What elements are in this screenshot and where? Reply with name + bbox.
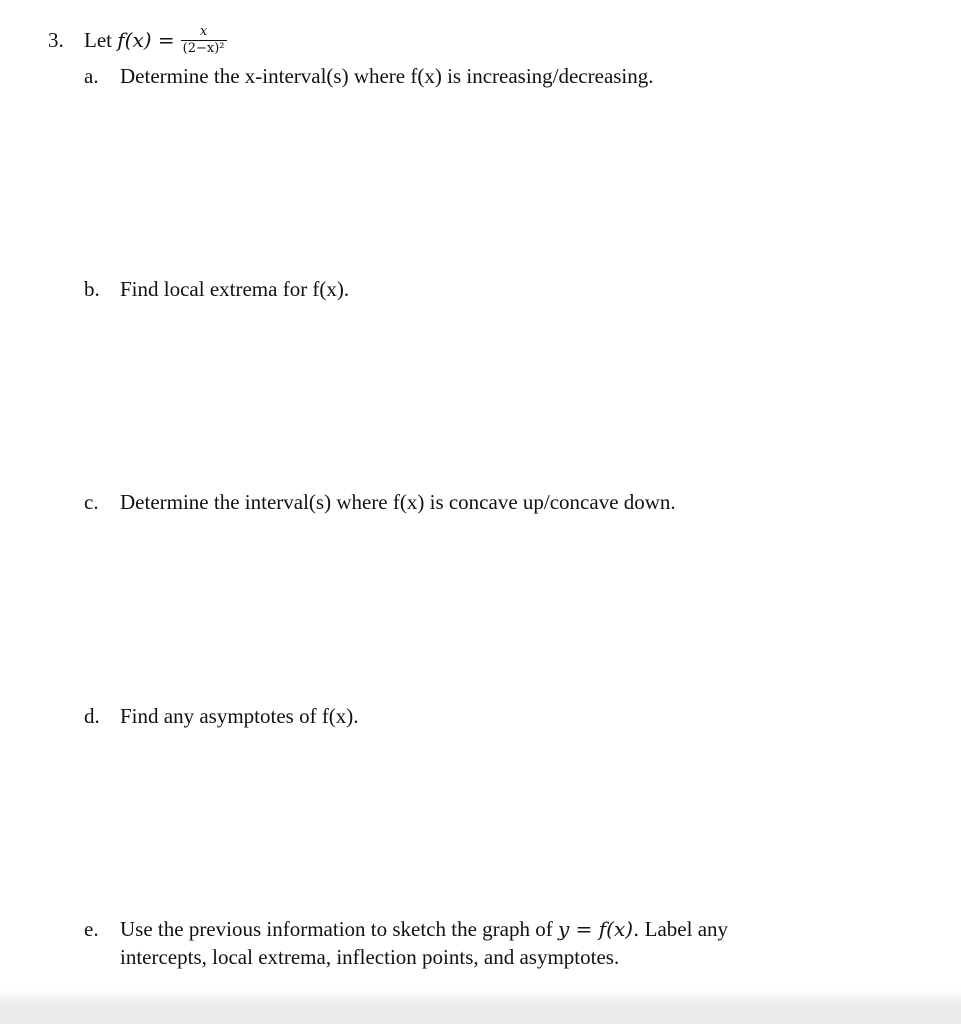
fraction-numerator: x bbox=[199, 23, 208, 39]
part-d bbox=[84, 702, 359, 730]
part-c-label: c. bbox=[84, 490, 99, 514]
part-e-text-1: Use the previous information to sketch the graph of bbox=[120, 917, 553, 941]
fraction-denominator: (2−x)² bbox=[182, 40, 225, 56]
part-d-label: d. bbox=[84, 704, 100, 728]
function-fraction bbox=[181, 25, 227, 56]
part-b-label: b. bbox=[84, 277, 100, 301]
part-a-text: Determine the x-interval(s) where f(x) is increasing/decreasing. bbox=[120, 64, 654, 88]
part-e-equation: y = f(x). bbox=[557, 917, 640, 941]
part-c-text: Determine the interval(s) where f(x) is concave up/concave down. bbox=[120, 490, 676, 514]
part-e-text-line2: intercepts, local extrema, inflection points, and asymptotes. bbox=[120, 945, 620, 969]
problem-number: 3. bbox=[48, 28, 64, 52]
part-d-text: Find any asymptotes of f(x). bbox=[120, 704, 359, 728]
function-lhs: f(x) = bbox=[117, 28, 175, 52]
part-b-text: Find local extrema for f(x). bbox=[120, 277, 350, 301]
let-text: Let bbox=[84, 28, 112, 52]
part-a bbox=[84, 62, 654, 90]
part-a-label: a. bbox=[84, 64, 99, 88]
part-b bbox=[84, 275, 349, 303]
part-c bbox=[84, 488, 676, 516]
part-e-line-2 bbox=[120, 943, 619, 971]
page-bottom-edge bbox=[0, 990, 961, 1024]
problem-header bbox=[48, 23, 227, 58]
part-e-label: e. bbox=[84, 917, 99, 941]
part-e-text-2: Label any bbox=[644, 917, 729, 941]
part-e bbox=[84, 915, 728, 943]
